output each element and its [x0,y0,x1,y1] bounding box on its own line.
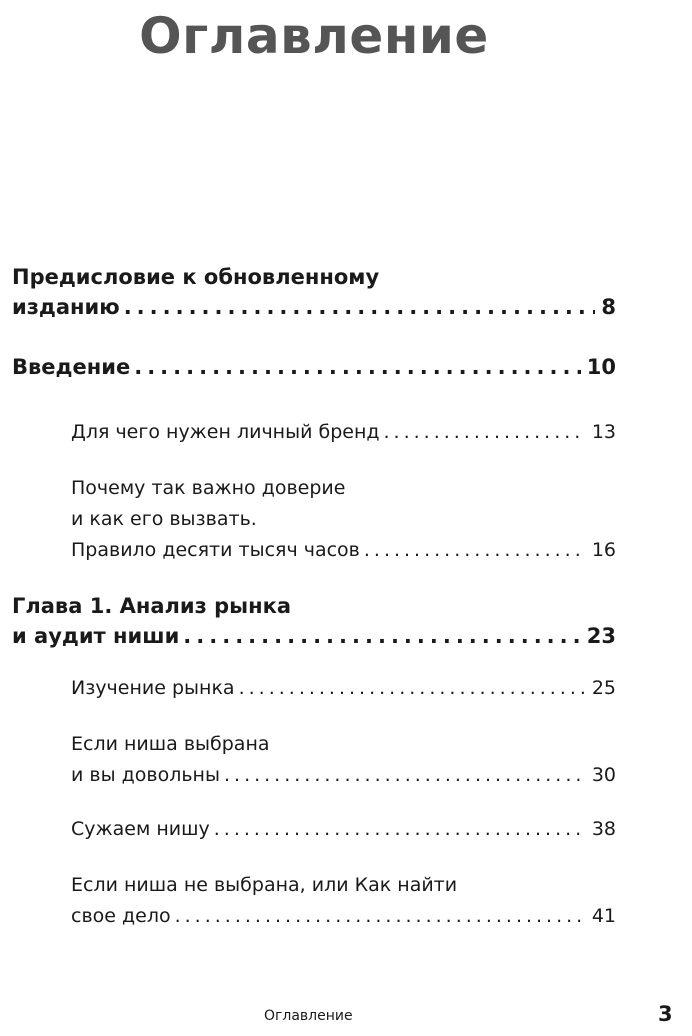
page-number: 3 [658,1002,673,1026]
toc-entry-narrow-niche[interactable] [71,814,616,845]
toc-entry-title: Для чего нужен личный бренд [71,421,380,443]
toc-entry-title-line: Глава 1. Анализ рынка [12,594,292,618]
toc-page-number: 8 [601,295,616,319]
dot-leader [124,292,596,322]
toc-entry-personal-brand[interactable] [71,417,616,448]
toc-page-number: 30 [591,764,616,786]
toc-entry-market-study[interactable] [71,673,616,704]
toc-entry-last-line [71,673,616,704]
toc-entry-chapter-1[interactable] [12,591,616,651]
toc-page-number: 25 [591,677,616,699]
toc-entry-trust[interactable] [71,473,616,566]
toc-entry-niche-chosen[interactable] [71,729,616,791]
toc-page-number: 41 [591,905,616,927]
toc-entry-title: Изучение рынка [71,677,235,699]
dot-leader [183,621,580,651]
toc-entry-title: изданию [12,295,120,319]
dot-leader [384,417,586,448]
dot-leader [364,535,586,566]
toc-page-number: 16 [591,539,616,561]
toc-page-number: 10 [586,355,616,379]
dot-leader [214,814,586,845]
toc-entry-title-line: Почему так важно доверие [71,477,346,499]
toc-entry-last-line [12,621,616,651]
dot-leader [134,352,581,382]
running-head: Оглавление [264,1008,353,1024]
toc-entry-title: Правило десяти тысяч часов [71,539,360,561]
toc-entry-title-line: Если ниша не выбрана, или Как найти [71,874,458,896]
dot-leader [239,673,586,704]
toc-entry-last-line [71,814,616,845]
toc-entry-title-line: Предисловие к обновленному [12,265,380,289]
toc-entry-last-line [12,292,616,322]
toc-entry-title: Сужаем нишу [71,818,210,840]
toc-entry-title: и вы довольны [71,764,220,786]
toc-entry-last-line [12,352,616,382]
toc-entry-niche-not-chosen[interactable] [71,870,616,932]
toc-entry-last-line [71,760,616,791]
toc-entry-title: и аудит ниши [12,624,180,648]
toc-entry-title: свое дело [71,905,171,927]
toc-entry-title-line: Если ниша выбрана [71,733,270,755]
toc-page-number: 23 [586,624,616,648]
toc-entry-introduction[interactable] [12,352,616,382]
toc-entry-foreword[interactable] [12,262,616,322]
toc-entry-last-line [71,417,616,448]
page-title: Оглавление [139,7,489,65]
toc-page-number: 38 [591,818,616,840]
toc-entry-title: Введение [12,355,131,379]
dot-leader [175,901,586,932]
toc-entry-last-line [71,901,616,932]
toc-page-number: 13 [591,421,616,443]
dot-leader [224,760,586,791]
toc-entry-title-line: и как его вызвать. [71,508,257,530]
toc-entry-last-line [71,535,616,566]
